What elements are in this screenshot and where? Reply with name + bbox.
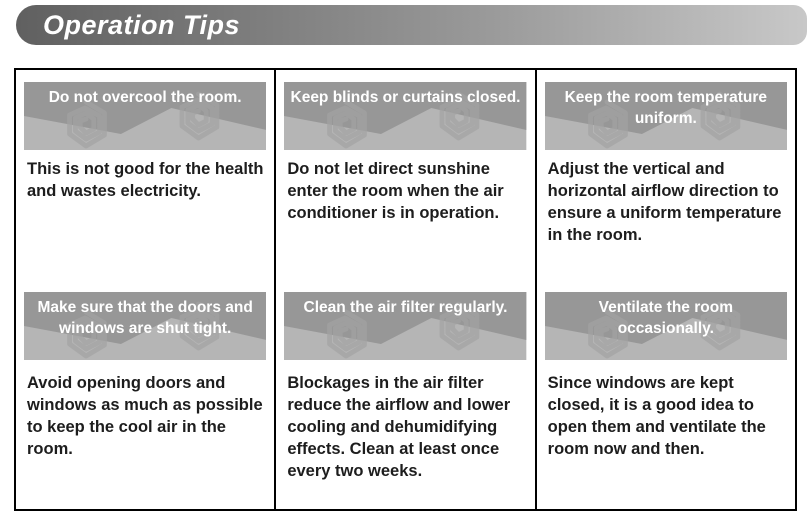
tip-body-text: This is not good for the health and wastes electricity. bbox=[27, 160, 264, 200]
page-title-bar bbox=[16, 5, 807, 45]
tip-heading-overcool bbox=[24, 82, 266, 150]
tip-heading-label: Do not overcool the room. bbox=[48, 89, 242, 106]
tip-heading-doors-windows bbox=[24, 292, 266, 360]
tips-column-2 bbox=[276, 70, 536, 509]
page-title: Operation Tips bbox=[43, 10, 241, 40]
tip-heading-ventilate bbox=[545, 292, 787, 360]
tip-heading-label: Clean the air filter regularly. bbox=[303, 299, 508, 316]
tip-heading-temperature-uniform bbox=[545, 82, 787, 150]
tip-body-text: Adjust the vertical and horizontal airflow direction to ensure a uniform temperature in the room. bbox=[547, 160, 782, 244]
tip-heading-label: Make sure that the doors and windows are shut tight. bbox=[37, 299, 253, 337]
tips-column-1 bbox=[16, 70, 276, 509]
tip-heading-label: Keep blinds or curtains closed. bbox=[290, 89, 521, 106]
operation-tips-table bbox=[14, 68, 797, 511]
tips-column-3 bbox=[537, 70, 795, 509]
tip-heading-air-filter bbox=[284, 292, 526, 360]
tip-heading-blinds-curtains bbox=[284, 82, 526, 150]
tip-body-text: Since windows are kept closed, it is a good idea to open them and ventilate the room now and then. bbox=[547, 374, 766, 458]
tip-heading-label: Ventilate the room occasionally. bbox=[598, 299, 733, 337]
tip-body-text: Do not let direct sunshine enter the room when the air conditioner is in operation. bbox=[287, 160, 504, 222]
tip-body-text: Blockages in the air filter reduce the airflow and lower cooling and dehumidifying effects. Clean at least once every two weeks. bbox=[287, 374, 511, 480]
tip-heading-label: Keep the room temperature uniform. bbox=[564, 89, 768, 127]
tip-body-text: Avoid opening doors and windows as much as possible to keep the cool air in the room. bbox=[27, 374, 263, 458]
